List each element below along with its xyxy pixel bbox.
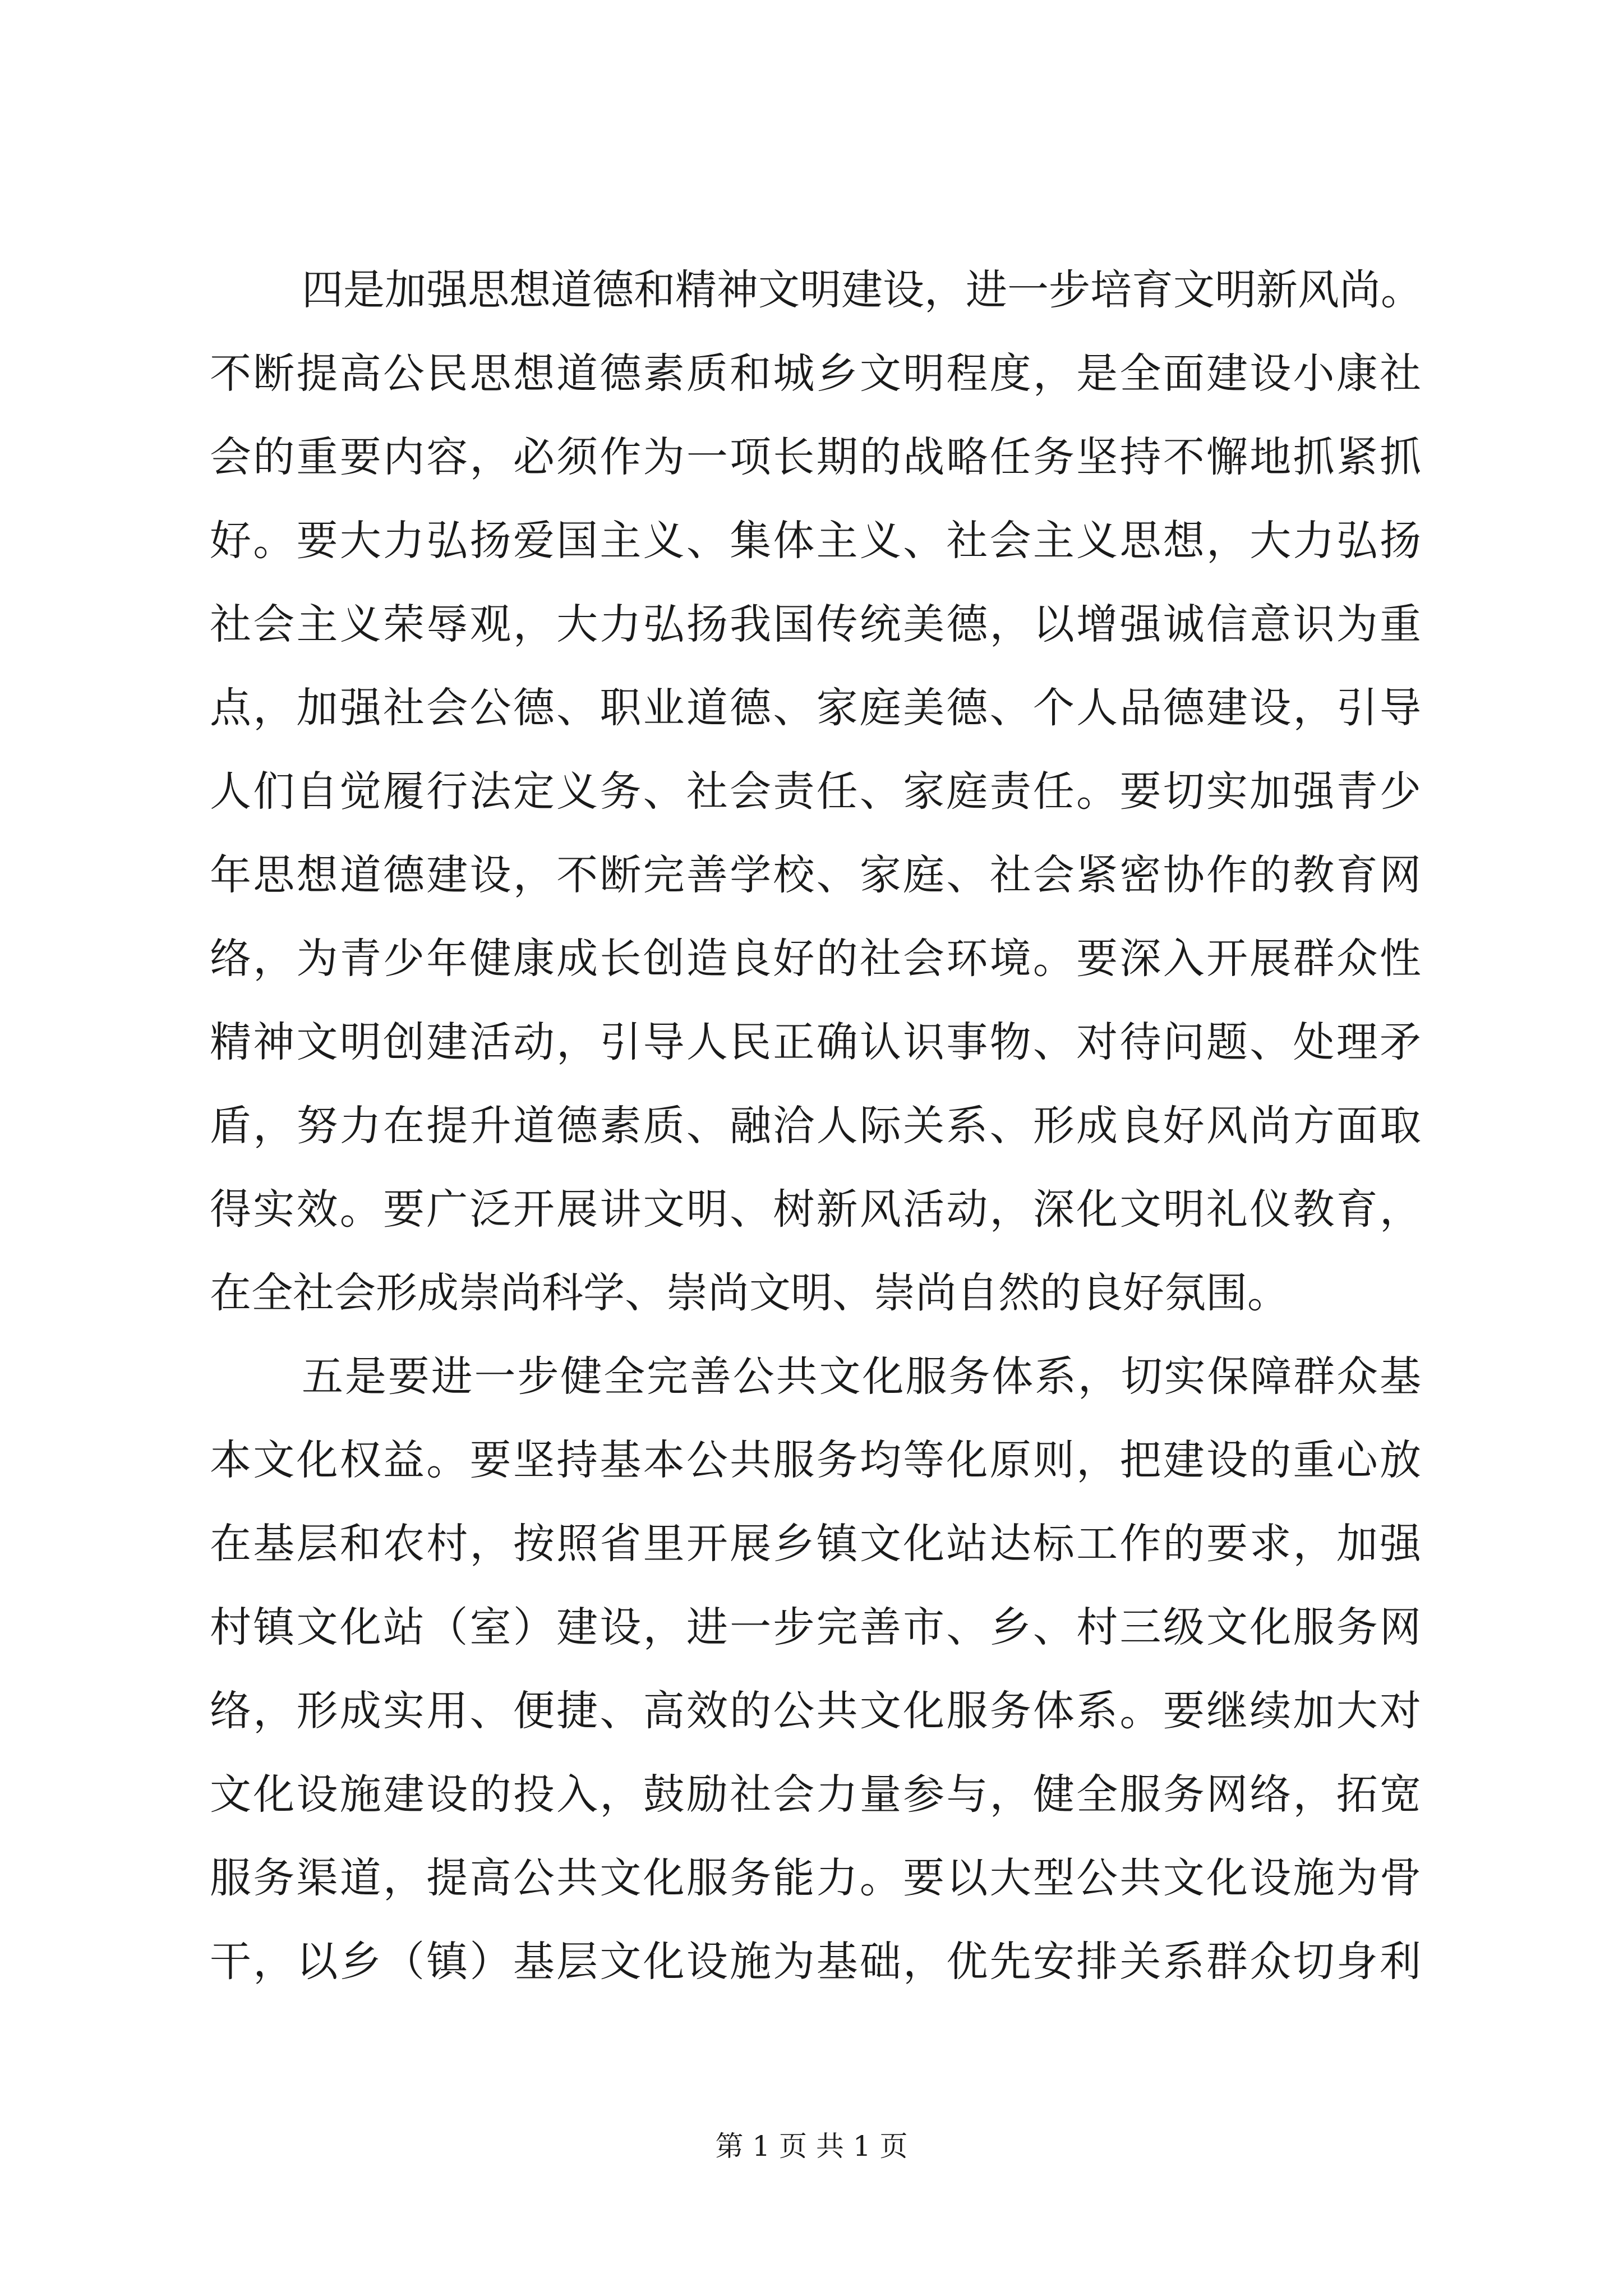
paragraph-line: 人们自觉履行法定义务、社会责任、家庭责任。要切实加强青少	[210, 767, 1421, 816]
paragraph-line: 在基层和农村，按照省里开展乡镇文化站达标工作的要求，加强	[210, 1520, 1421, 1568]
paragraph-line: 好。要大力弘扬爱国主义、集体主义、社会主义思想，大力弘扬	[210, 517, 1421, 565]
paragraph-line: 得实效。要广泛开展讲文明、树新风活动，深化文明礼仪教育，	[210, 1185, 1421, 1234]
paragraph-line: 本文化权益。要坚持基本公共服务均等化原则，把建设的重心放	[210, 1436, 1421, 1484]
paragraph-line: 络，为青少年健康成长创造良好的社会环境。要深入开展群众性	[210, 935, 1421, 983]
paragraph-line: 年思想道德建设，不断完善学校、家庭、社会紧密协作的教育网	[210, 851, 1421, 899]
paragraph-line: 不断提高公民思想道德素质和城乡文明程度，是全面建设小康社	[210, 349, 1421, 398]
paragraph-line: 盾，努力在提升道德素质、融洽人际关系、形成良好风尚方面取	[210, 1102, 1421, 1150]
paragraph-line: 干，以乡（镇）基层文化设施为基础，优先安排关系群众切身利	[210, 1938, 1421, 1986]
paragraph-line: 会的重要内容，必须作为一项长期的战略任务坚持不懈地抓紧抓	[210, 433, 1421, 481]
paragraph-line: 文化设施建设的投入，鼓励社会力量参与，健全服务网络，拓宽	[210, 1770, 1421, 1819]
paragraph-line: 村镇文化站（室）建设，进一步完善市、乡、村三级文化服务网	[210, 1603, 1421, 1651]
paragraph-line: 络，形成实用、便捷、高效的公共文化服务体系。要继续加大对	[210, 1687, 1421, 1735]
paragraph-line: 点，加强社会公德、职业道德、家庭美德、个人品德建设，引导	[210, 684, 1421, 732]
paragraph-line: 五是要进一步健全完善公共文化服务体系，切实保障群众基	[302, 1352, 1421, 1401]
paragraph-line: 四是加强思想道德和精神文明建设，进一步培育文明新风尚。	[302, 266, 1422, 314]
page-number-footer: 第 1 页 共 1 页	[715, 2130, 908, 2162]
paragraph-line: 社会主义荣辱观，大力弘扬我国传统美德，以增强诚信意识为重	[210, 600, 1421, 648]
paragraph-line: 在全社会形成崇尚科学、崇尚文明、崇尚自然的良好氛围。	[210, 1269, 1289, 1317]
paragraph-line: 精神文明创建活动，引导人民正确认识事物、对待问题、处理矛	[210, 1018, 1421, 1066]
paragraph-line: 服务渠道，提高公共文化服务能力。要以大型公共文化设施为骨	[210, 1854, 1421, 1902]
